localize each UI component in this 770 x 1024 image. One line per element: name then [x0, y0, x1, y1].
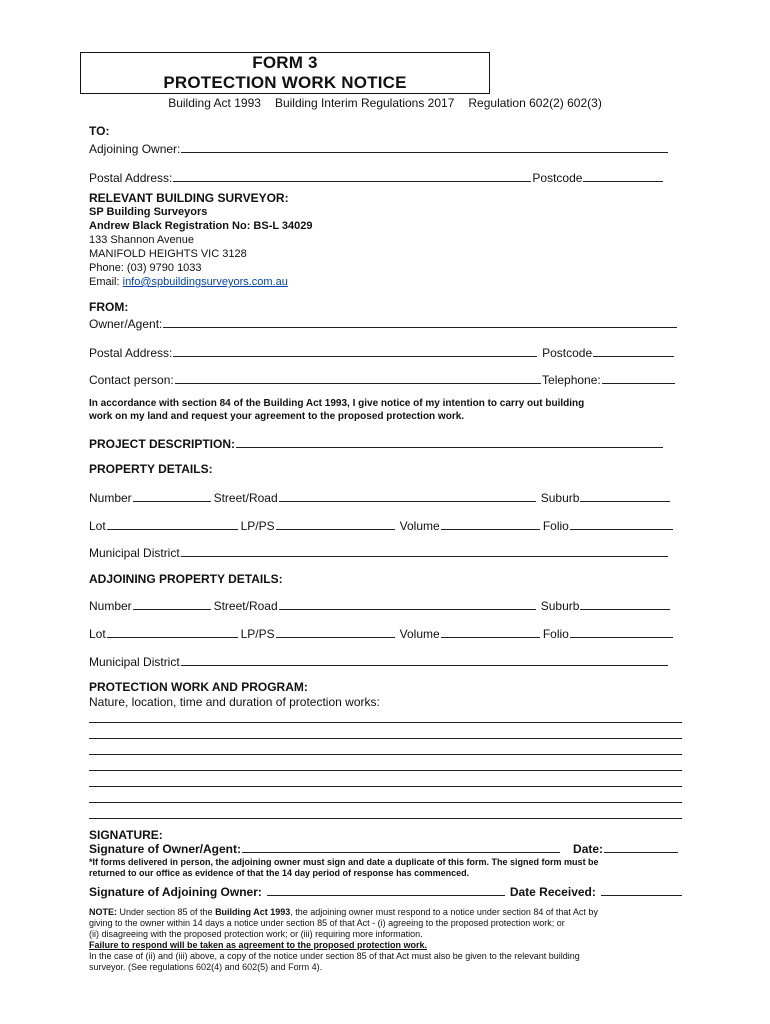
adjoining-municipal-field[interactable] [89, 655, 669, 669]
project-description-label: PROJECT DESCRIPTION: [89, 437, 236, 451]
number-label: Number [89, 599, 132, 613]
note-text: , the adjoining owner must respond to a notice under section 84 of that Act by [290, 907, 598, 917]
contact-person-field[interactable] [89, 373, 676, 387]
delivery-note-line-2: returned to our office as evidence of that the 14 day period of response has commenced. [89, 868, 470, 878]
from-heading: FROM: [89, 300, 129, 314]
protection-work-line[interactable] [89, 738, 682, 739]
municipal-district-label: Municipal District [89, 655, 180, 669]
to-heading: TO: [89, 124, 110, 138]
date-label: Date: [573, 842, 604, 856]
surveyor-phone: Phone: (03) 9790 1033 [89, 262, 202, 274]
surveyor-street: 133 Shannon Avenue [89, 234, 195, 246]
form-title: PROTECTION WORK NOTICE [163, 73, 407, 92]
property-municipal-field[interactable] [89, 546, 669, 560]
property-address-row[interactable] [89, 491, 671, 505]
municipal-district-label: Municipal District [89, 546, 180, 560]
owner-agent-label: Owner/Agent: [89, 317, 163, 331]
adjoining-owner-field[interactable] [89, 142, 669, 156]
surveyor-registration: Andrew Black Registration No: BS-L 34029 [89, 220, 313, 232]
surveyor-heading: RELEVANT BUILDING SURVEYOR: [89, 191, 289, 205]
legislation-references [80, 96, 690, 110]
telephone-label: Telephone: [542, 373, 601, 387]
date-received-label: Date Received: [509, 885, 596, 899]
lot-label: Lot [89, 627, 106, 641]
note-line-4: Failure to respond will be taken as agreement to the proposed protection work. [89, 940, 428, 950]
folio-label: Folio [542, 519, 569, 533]
note-line-5: In the case of (ii) and (iii) above, a copy of the notice under section 85 of that Act must also be given to the relevant building [89, 951, 580, 961]
street-road-label: Street/Road [213, 491, 278, 505]
property-details-heading: PROPERTY DETAILS: [89, 462, 213, 476]
adjoining-property-heading: ADJOINING PROPERTY DETAILS: [89, 572, 283, 586]
note-line-3: (ii) disagreeing with the proposed protection work; or (iii) requiring more information. [89, 929, 423, 939]
act-reference: Building Act 1993 [168, 96, 261, 110]
volume-label: Volume [399, 519, 440, 533]
suburb-label: Suburb [540, 491, 580, 505]
email-label: Email: [89, 276, 123, 288]
street-road-label: Street/Road [213, 599, 278, 613]
surveyor-email-row [89, 276, 288, 288]
suburb-label: Suburb [540, 599, 580, 613]
postal-address-label: Postal Address: [89, 171, 173, 185]
protection-work-line[interactable] [89, 770, 682, 771]
protection-work-line[interactable] [89, 722, 682, 723]
number-label: Number [89, 491, 132, 505]
delivery-note-line-1: *If forms delivered in person, the adjoining owner must sign and date a duplicate of this form. The signed form must be [89, 857, 599, 867]
adjoining-address-row[interactable] [89, 599, 671, 613]
protection-work-line[interactable] [89, 818, 682, 819]
owner-agent-signature-label: Signature of Owner/Agent: [89, 842, 242, 856]
surveyor-company: SP Building Surveyors [89, 206, 208, 218]
surveyor-email-link[interactable]: info@spbuildingsurveyors.com.au [122, 276, 288, 288]
from-postal-address-field[interactable] [89, 346, 675, 360]
surveyor-suburb: MANIFOLD HEIGHTS VIC 3128 [89, 248, 247, 260]
signature-heading: SIGNATURE: [89, 828, 163, 842]
lp-ps-label: LP/PS [240, 627, 275, 641]
note-prefix: NOTE: [89, 907, 117, 917]
adjoining-owner-signature-label: Signature of Adjoining Owner: [89, 885, 262, 899]
folio-label: Folio [542, 627, 569, 641]
regulation-number-reference: Regulation 602(2) 602(3) [468, 96, 602, 110]
protection-work-heading: PROTECTION WORK AND PROGRAM: [89, 680, 308, 694]
postal-address-label: Postal Address: [89, 346, 173, 360]
note-line-6: surveyor. (See regulations 602(4) and 602(5) and Form 4). [89, 962, 323, 972]
owner-agent-field[interactable] [89, 317, 678, 331]
to-postal-address-field[interactable] [89, 171, 664, 185]
contact-person-label: Contact person: [89, 373, 174, 387]
project-description-field[interactable] [89, 437, 664, 451]
regulations-reference: Building Interim Regulations 2017 [274, 96, 455, 110]
protection-work-line[interactable] [89, 754, 682, 755]
postcode-label: Postcode [532, 171, 583, 185]
owner-signature-row[interactable] [89, 842, 679, 856]
declaration-line-1: In accordance with section 84 of the Building Act 1993, I give notice of my intention to carry out building [89, 398, 585, 409]
adjoining-title-row[interactable] [89, 627, 674, 641]
protection-work-subheading: Nature, location, time and duration of protection works: [89, 695, 380, 709]
adjoining-owner-signature-row[interactable] [89, 885, 683, 899]
act-name: Building Act 1993 [215, 907, 291, 917]
volume-label: Volume [399, 627, 440, 641]
note-text: Under section 85 of the [117, 907, 216, 917]
protection-work-line[interactable] [89, 786, 682, 787]
postcode-label: Postcode [542, 346, 593, 360]
note-line-1 [89, 907, 598, 917]
protection-work-line[interactable] [89, 802, 682, 803]
declaration-line-2: work on my land and request your agreement to the proposed protection work. [89, 411, 465, 422]
note-line-2: giving to the owner within 14 days a notice under section 85 of that Act - (i) agreeing to the proposed protection work; or [89, 918, 565, 928]
lp-ps-label: LP/PS [240, 519, 275, 533]
form-number: FORM 3 [252, 53, 318, 72]
adjoining-owner-label: Adjoining Owner: [89, 142, 181, 156]
lot-label: Lot [89, 519, 106, 533]
form-title-box [80, 52, 490, 94]
property-title-row[interactable] [89, 519, 674, 533]
